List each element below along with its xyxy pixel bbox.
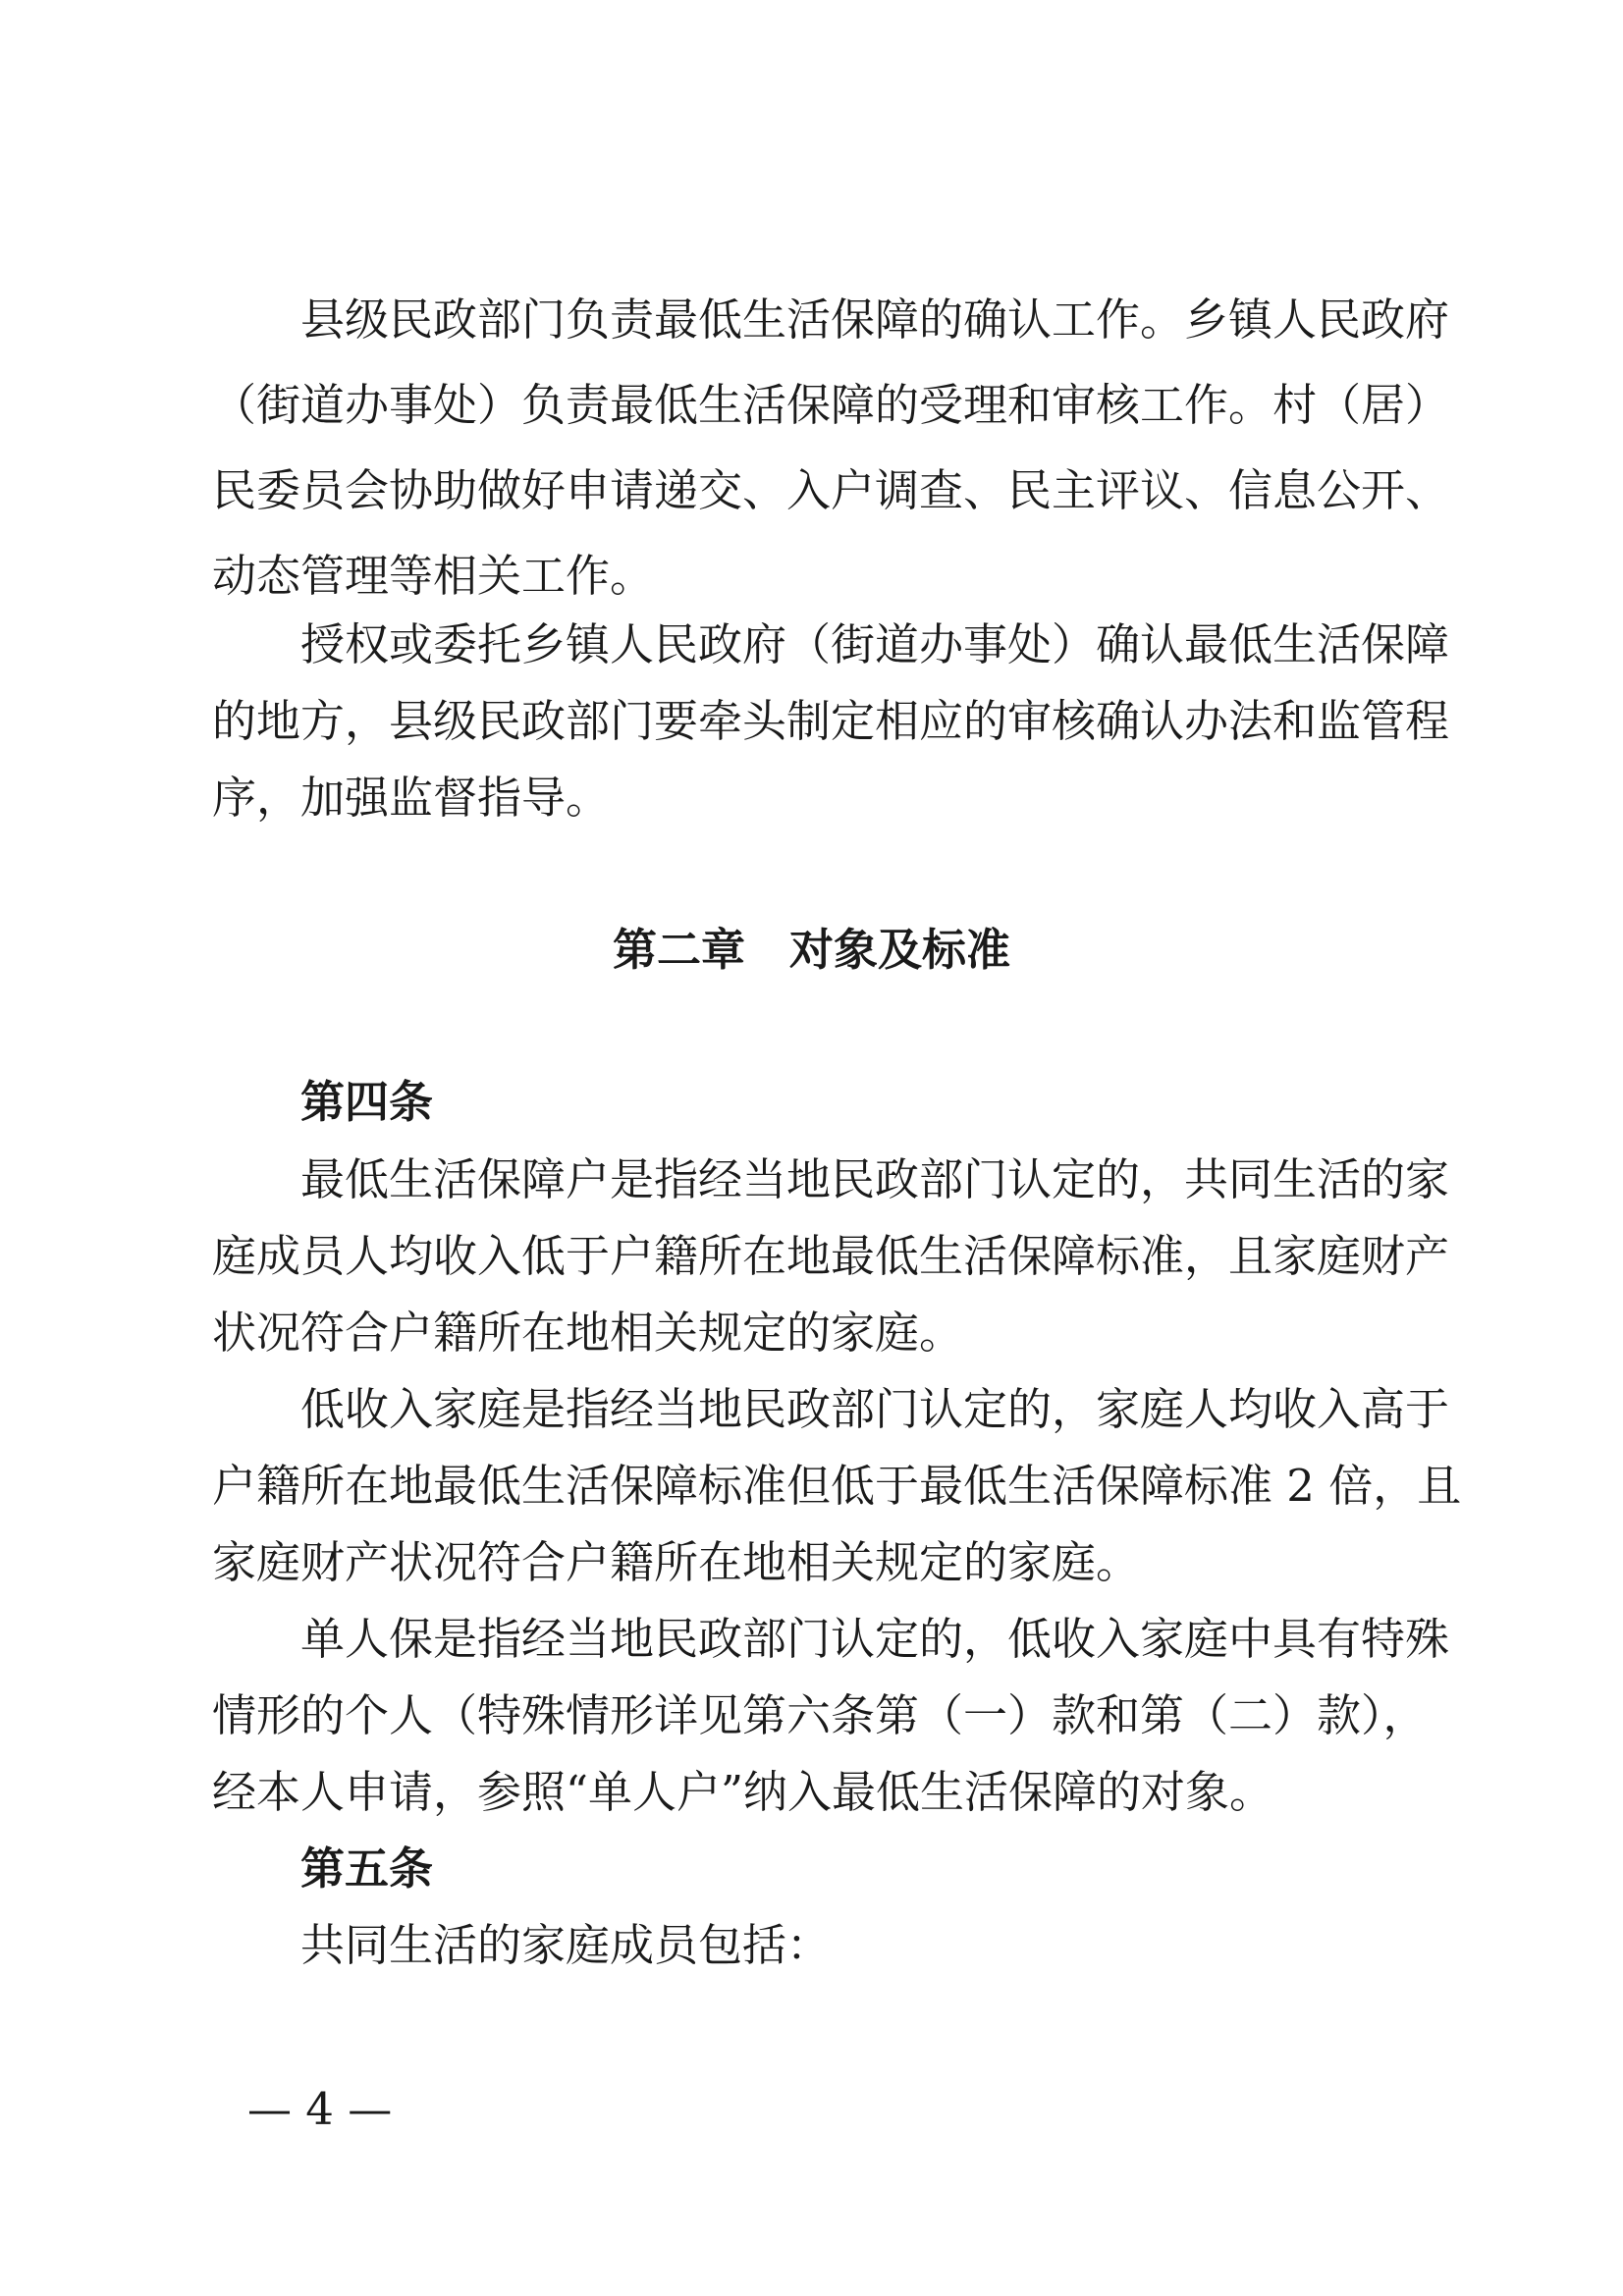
chapter-heading: 第二章 对象及标准 — [612, 924, 1010, 976]
article-title: 第四条 — [300, 1076, 434, 1128]
paragraph-line: 经本人申请，参照“单人户”纳入最低生活保障的对象。 — [212, 1766, 1274, 1818]
paragraph-line: 民委员会协助做好申请递交、入户调查、民主评议、信息公开、 — [212, 464, 1450, 516]
page-number: — 4 — — [247, 2083, 393, 2135]
paragraph-line: 授权或委托乡镇人民政府（街道办事处）确认最低生活保障 — [300, 618, 1450, 670]
paragraph-line: 的地方，县级民政部门要牵头制定相应的审核确认办法和监管程 — [212, 695, 1450, 747]
paragraph-line: 最低生活保障户是指经当地民政部门认定的，共同生活的家 — [300, 1153, 1450, 1205]
paragraph-line: 户籍所在地最低生活保障标准但低于最低生活保障标准 2 倍，且 — [212, 1460, 1462, 1512]
article-title: 第五条 — [300, 1842, 434, 1895]
paragraph-line: 庭成员人均收入低于户籍所在地最低生活保障标准，且家庭财产 — [212, 1230, 1450, 1282]
paragraph-line: 低收入家庭是指经当地民政部门认定的，家庭人均收入高于 — [300, 1383, 1450, 1435]
paragraph-line: 动态管理等相关工作。 — [212, 550, 655, 602]
paragraph-line: 状况符合户籍所在地相关规定的家庭。 — [212, 1307, 964, 1359]
paragraph-line: 序，加强监督指导。 — [212, 772, 611, 824]
paragraph-line: （街道办事处）负责最低生活保障的受理和审核工作。村（居） — [212, 379, 1450, 431]
paragraph-line: 单人保是指经当地民政部门认定的，低收入家庭中具有特殊 — [300, 1613, 1450, 1665]
paragraph-line: 情形的个人（特殊情形详见第六条第（一）款和第（二）款）， — [212, 1689, 1428, 1741]
paragraph-line: 共同生活的家庭成员包括： — [300, 1919, 832, 1971]
paragraph-line: 家庭财产状况符合户籍所在地相关规定的家庭。 — [212, 1536, 1141, 1588]
paragraph-line: 县级民政部门负责最低生活保障的确认工作。乡镇人民政府 — [300, 294, 1450, 346]
